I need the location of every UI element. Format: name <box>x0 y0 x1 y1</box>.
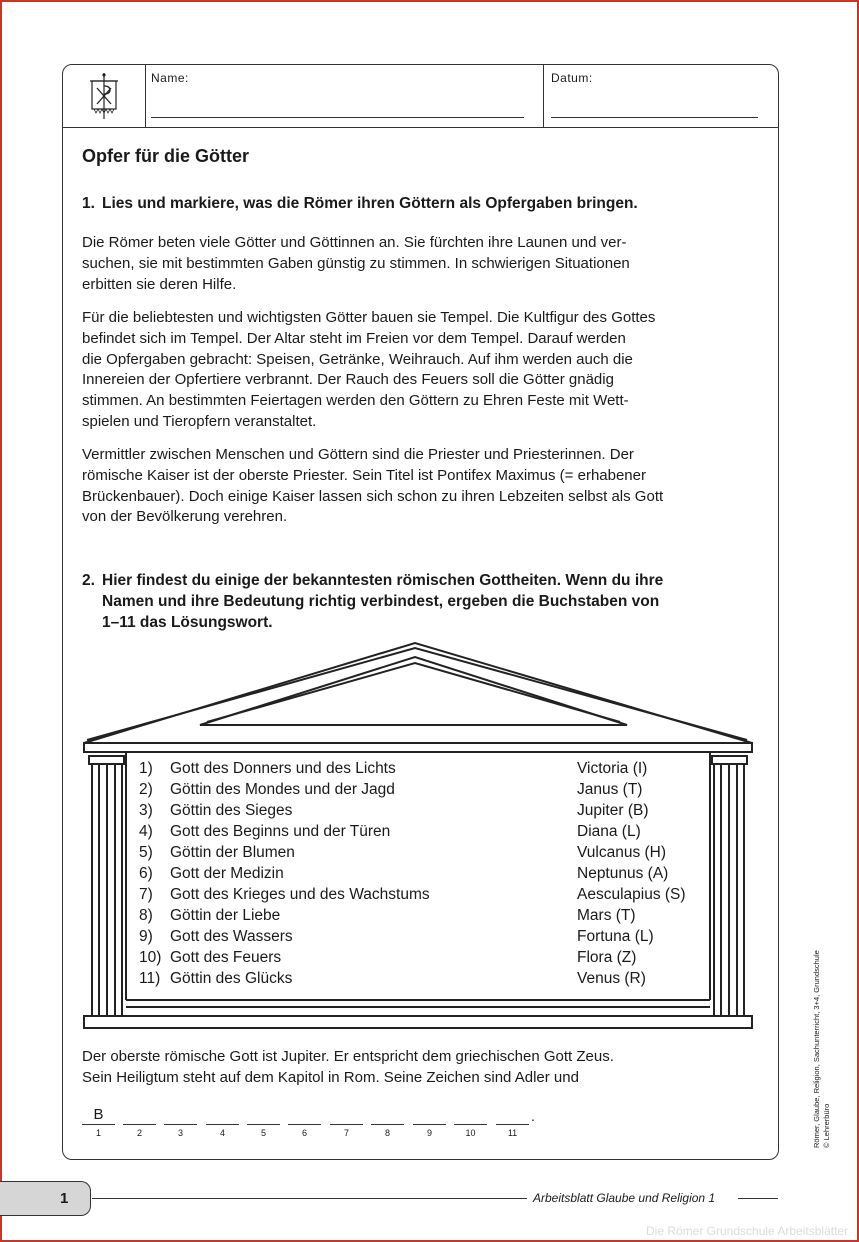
list-item <box>139 928 709 949</box>
text-line: befindet sich im Tempel. Der Altar steht im Freien vor dem Tempel. Darauf werden <box>82 329 626 347</box>
god-name: Venus (R) <box>577 970 646 987</box>
item-number: 7) <box>139 886 153 903</box>
list-item <box>139 907 709 928</box>
footer-title: Arbeitsblatt Glaube und Religion 1 <box>533 1191 716 1205</box>
text-line: Innereien der Opfertiere verbrannt. Der Rauch des Feuers soll die Götter gnädig <box>82 371 614 389</box>
name-field[interactable] <box>151 117 524 118</box>
item-number: 5) <box>139 844 153 861</box>
item-number: 11) <box>139 970 161 987</box>
god-name: Neptunus (A) <box>577 865 669 882</box>
solution-slot[interactable] <box>164 1106 197 1138</box>
slot-number: 8 <box>384 1128 390 1138</box>
god-description: Göttin der Liebe <box>170 907 281 924</box>
god-name: Aesculapius (S) <box>577 886 686 903</box>
side-credit <box>812 950 832 1148</box>
task-2-text <box>102 570 762 633</box>
list-item <box>139 865 709 886</box>
chi-rho-banner-icon <box>86 73 122 119</box>
list-item <box>139 886 709 907</box>
text-line: Brückenbauer). Doch einige Kaiser lassen sich schon zu ihren Lebzeiten selbst als Gott <box>82 487 664 505</box>
list-item <box>139 844 709 865</box>
text-line: erbitten sie deren Hilfe. <box>82 275 237 293</box>
god-description: Göttin der Blumen <box>170 844 295 861</box>
side-credit-line: Römer, Glaube, Religion, Sachunterricht, 3+4, Grundschule <box>812 950 821 1148</box>
solution-slot[interactable] <box>123 1106 156 1138</box>
solution-slot[interactable] <box>371 1106 404 1138</box>
footer-rule <box>738 1198 778 1199</box>
item-number: 6) <box>139 865 153 882</box>
date-label: Datum: <box>551 71 593 85</box>
item-number: 9) <box>139 928 153 945</box>
item-number: 3) <box>139 802 153 819</box>
solution-slot[interactable] <box>330 1106 363 1138</box>
logo-box <box>63 65 146 127</box>
text-line: stimmen. An bestimmten Feiertagen werden den Göttern zu Ehren Feste mit Wett- <box>82 392 629 410</box>
slot-number: 9 <box>426 1128 432 1138</box>
text-line: Die Römer beten viele Götter und Göttinnen an. Sie fürchten ihre Launen und ver- <box>82 234 627 251</box>
header-divider <box>543 65 544 127</box>
solution-slot[interactable] <box>247 1106 280 1138</box>
god-description: Göttin des Glücks <box>170 970 293 987</box>
page-number-tab <box>0 1181 91 1216</box>
god-description: Gott des Krieges und des Wachstums <box>170 886 430 903</box>
list-item <box>139 970 709 991</box>
page-title: Opfer für die Götter <box>82 146 250 166</box>
task-2-number: 2. <box>82 572 95 589</box>
item-number: 1) <box>139 760 153 777</box>
god-name: Vulcanus (H) <box>577 844 667 861</box>
solution-slot[interactable] <box>206 1106 239 1138</box>
item-number: 10) <box>139 949 162 966</box>
god-description: Gott des Beginns und der Türen <box>170 823 391 840</box>
name-label: Name: <box>151 71 189 85</box>
text-line: von der Bevölkerung verehren. <box>82 508 288 526</box>
god-name: Fortuna (L) <box>577 928 654 945</box>
date-field[interactable] <box>551 117 758 118</box>
slot-number: 2 <box>136 1128 142 1138</box>
text-line: die Opfergaben gebracht: Speisen, Getränke, Weihrauch. Auf ihm werden auch die <box>82 350 633 368</box>
solution-end-mark: . <box>531 1108 535 1124</box>
solution-slot[interactable] <box>496 1106 529 1138</box>
paragraph-2 <box>82 308 762 433</box>
god-description: Gott des Feuers <box>170 949 282 966</box>
god-description: Gott des Donners und des Lichts <box>170 760 396 777</box>
side-credit-line: © Lehrerbüro <box>822 1103 831 1148</box>
worksheet-header <box>63 65 778 128</box>
list-item <box>139 781 709 802</box>
slot-number: 10 <box>465 1128 476 1138</box>
paragraph-1 <box>82 233 762 295</box>
task-2-line: 1–11 das Lösungswort. <box>102 614 273 631</box>
god-name: Janus (T) <box>577 781 643 798</box>
list-item <box>139 823 709 844</box>
slot-number: 7 <box>343 1128 349 1138</box>
item-number: 4) <box>139 823 153 840</box>
god-description: Göttin des Sieges <box>170 802 293 819</box>
text-line: Sein Heiligtum steht auf dem Kapitol in Rom. Seine Zeichen sind Adler und <box>82 1069 579 1086</box>
text-line: Der oberste römische Gott ist Jupiter. Er entspricht dem griechischen Gott Zeus. <box>82 1048 614 1065</box>
solution-slot[interactable] <box>413 1106 446 1138</box>
slot-number: 3 <box>177 1128 183 1138</box>
god-name: Flora (Z) <box>577 949 637 966</box>
god-name: Victoria (I) <box>577 760 648 777</box>
slot-letter: B <box>93 1106 104 1123</box>
solution-slot[interactable] <box>288 1106 321 1138</box>
god-description: Gott des Wassers <box>170 928 293 945</box>
text-line: suchen, sie mit bestimmten Gaben günstig zu stimmen. In schwierigen Situationen <box>82 254 630 272</box>
list-item <box>139 949 709 970</box>
god-description: Gott der Medizin <box>170 865 284 882</box>
text-line: römische Kaiser ist der oberste Priester. Sein Titel ist Pontifex Maximus (= erhabener <box>82 466 646 484</box>
text-line: Für die beliebtesten und wichtigsten Götter bauen sie Tempel. Die Kultfigur des Gottes <box>82 309 656 326</box>
task-1-text: Lies und markiere, was die Römer ihren Göttern als Opfergaben bringen. <box>102 195 638 212</box>
list-item <box>139 760 709 781</box>
watermark: Die Römer Grundschule Arbeitsblätter <box>646 1224 849 1238</box>
slot-number: 1 <box>95 1128 101 1138</box>
god-name: Mars (T) <box>577 907 636 924</box>
page-number: 1 <box>60 1190 69 1207</box>
god-name: Diana (L) <box>577 823 641 840</box>
task-2-line: Namen und ihre Bedeutung richtig verbindest, ergeben die Buchstaben von <box>102 593 660 610</box>
item-number: 8) <box>139 907 153 924</box>
god-name: Jupiter (B) <box>577 802 649 819</box>
slot-number: 6 <box>301 1128 307 1138</box>
paragraph-3 <box>82 445 762 528</box>
item-number: 2) <box>139 781 153 798</box>
list-item <box>139 802 709 823</box>
text-line: Vermittler zwischen Menschen und Göttern sind die Priester und Priesterinnen. Der <box>82 446 634 463</box>
task-2-line: Hier findest du einige der bekanntesten römischen Gottheiten. Wenn du ihre <box>102 572 664 589</box>
solution-slot[interactable] <box>454 1106 487 1138</box>
text-line: spielen und Tieropfern veranstaltet. <box>82 412 317 430</box>
task-1-number: 1. <box>82 195 95 212</box>
slot-number: 4 <box>219 1128 225 1138</box>
slot-number: 11 <box>507 1128 518 1138</box>
footer-rule <box>92 1198 527 1199</box>
god-description: Göttin des Mondes und der Jagd <box>170 781 395 798</box>
slot-number: 5 <box>260 1128 266 1138</box>
solution-slot[interactable] <box>82 1106 115 1138</box>
jupiter-paragraph <box>82 1046 762 1088</box>
